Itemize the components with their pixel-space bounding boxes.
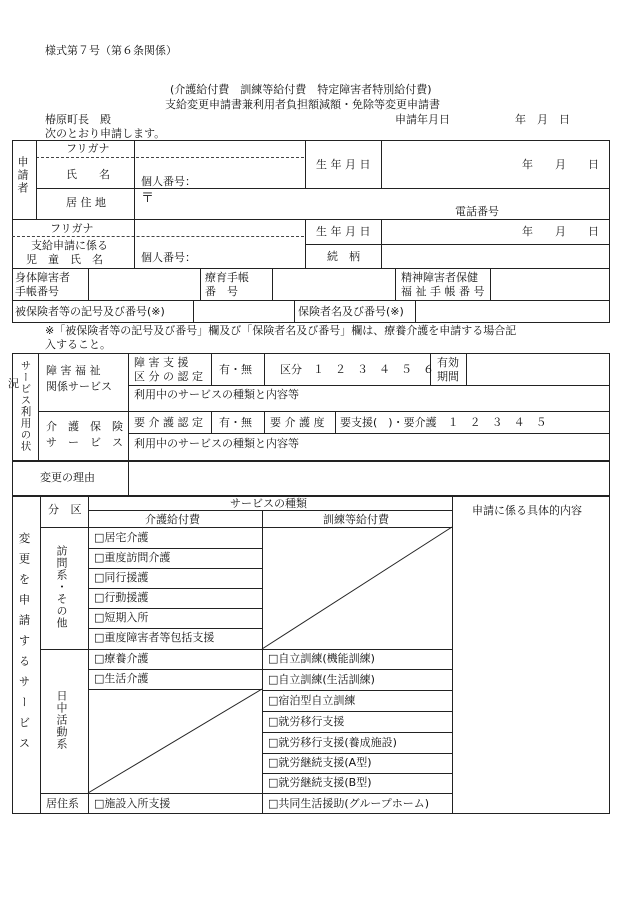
day-training-service-item[interactable]: □自立訓練(機能訓練) (268, 652, 375, 665)
service-status-label: サービス利用の状 (19, 360, 32, 452)
validity-label-1: 有効 (437, 356, 459, 369)
visit-service-item[interactable]: □行動援護 (94, 591, 149, 604)
visit-training-diagonal (262, 527, 452, 649)
certification-yes-no: 有・無 (219, 363, 252, 376)
division-label: 分 区 (48, 503, 86, 516)
child-birth-units: 年 月 日 (522, 225, 599, 238)
change-reason-label: 変更の理由 (40, 471, 95, 484)
applicant-section-label: 申請者 (16, 156, 29, 195)
specific-content-label: 申請に係る具体的内容 (472, 504, 582, 517)
current-care-services-label: 利用中のサービスの種類と内容等 (134, 437, 299, 450)
welfare-service-label-1: 障 害 福 祉 (46, 364, 101, 377)
application-date-units: 年 月 日 (515, 113, 570, 126)
visit-service-item[interactable]: □居宅介護 (94, 531, 149, 544)
care-level-label: 要 介 護 度 (270, 416, 325, 429)
day-care-service-item[interactable]: □生活介護 (94, 672, 149, 685)
training-benefit-label: 訓練等給付費 (323, 513, 389, 526)
day-training-service-item[interactable]: □就労移行支援(養成施設) (268, 736, 397, 749)
care-benefit-label: 介護給付費 (145, 513, 200, 526)
addressee: 椿原町長 殿 (45, 113, 111, 126)
child-name-label-1: 支給申請に係る (31, 239, 108, 252)
applicant-birth-label: 生 年 月 日 (316, 158, 371, 171)
day-training-service-item[interactable]: □就労継続支援(A型) (268, 756, 372, 769)
visit-service-item[interactable]: □重度訪問介護 (94, 551, 171, 564)
change-services-section-label: 変更を申請するサービス (17, 532, 32, 758)
day-training-service-item[interactable]: □自立訓練(生活訓練) (268, 673, 375, 686)
applicant-birth-units: 年 月 日 (522, 158, 599, 171)
visit-service-item[interactable]: □短期入所 (94, 611, 149, 624)
care-level: 要支援( )・要介護 １ ２ ３ ４ ５ (340, 416, 547, 429)
postal-mark: 〒 (141, 191, 155, 206)
care-cert-yes-no: 有・無 (219, 416, 252, 429)
welfare-service-label-2: 関係サービス (46, 380, 112, 393)
certification-label-1: 障 害 支 援 (134, 356, 189, 369)
visit-group-label: 訪問系・その他 (55, 545, 68, 629)
care-insurance-label-2: サ ー ビ ス (46, 436, 123, 449)
applicant-name-label: 氏 名 (66, 168, 110, 181)
change-reason-block (12, 461, 610, 496)
child-furigana-label: フリガナ (50, 222, 94, 235)
day-care-diagonal (88, 689, 262, 793)
rehab-cert-label-1: 療育手帳 (205, 271, 249, 284)
child-personal-number-label: 個人番号： (141, 251, 196, 264)
applicant-personal-number-label: 個人番号： (141, 175, 196, 188)
applicant-furigana-label: フリガナ (66, 142, 110, 155)
day-training-service-item[interactable]: □就労継続支援(B型) (268, 776, 372, 789)
service-type-label: サービスの種類 (230, 497, 307, 510)
insurance-note-line1: ※「被保険者等の記号及び番号」欄及び「保険者名及び番号」欄は、療養介護を申請する場合記 (45, 324, 517, 337)
certification-label-2: 区 分 の 認 定 (134, 370, 203, 383)
insurance-note-line2: 入すること。 (45, 338, 111, 351)
visit-service-item[interactable]: □重度障害者等包括支援 (94, 631, 215, 644)
service-status-label-end: 況 (8, 377, 19, 390)
residence-care-service-item[interactable]: □施設入所支援 (94, 797, 171, 810)
application-date-label: 申請年月日 (395, 113, 450, 126)
form-number: 様式第７号（第６条関係） (45, 44, 177, 57)
insurer-label: 保険者名及び番号(※) (298, 305, 404, 318)
day-training-service-item[interactable]: □就労移行支援 (268, 715, 345, 728)
form-title-line2: 支給変更申請書兼利用者負担額減額・免除等変更申請書 (165, 98, 440, 111)
child-name-label-2: 児 童 氏 名 (26, 253, 103, 266)
visit-service-item[interactable]: □同行援護 (94, 571, 149, 584)
residence-training-service-item[interactable]: □共同生活援助(グループホーム) (268, 797, 430, 810)
child-relation-label: 続 柄 (327, 250, 360, 263)
day-care-service-item[interactable]: □療養介護 (94, 652, 149, 665)
phone-label: 電話番号 (455, 205, 499, 218)
rehab-cert-label-2: 番 号 (205, 285, 238, 298)
current-welfare-services-label: 利用中のサービスの種類と内容等 (134, 388, 299, 401)
physical-cert-label-1: 身体障害者 (15, 271, 70, 284)
form-title-line1: (介護給付費 訓練等給付費 特定障害者特別給付費) (170, 83, 432, 96)
care-insurance-label-1: 介 護 保 険 (46, 420, 123, 433)
physical-cert-label-2: 手帳番号 (15, 285, 59, 298)
applicant-address-label: 居 住 地 (66, 196, 106, 209)
mental-cert-label-1: 精神障害者保健 (401, 271, 478, 284)
child-birth-label: 生 年 月 日 (316, 225, 371, 238)
care-cert-label: 要 介 護 認 定 (134, 416, 203, 429)
residence-group-label: 居住系 (46, 797, 79, 810)
support-class: 区分 １ ２ ３ ４ ５ ６ (280, 363, 434, 376)
mental-cert-label-2: 福 祉 手 帳 番 号 (401, 285, 485, 298)
day-group-label: 日中活動系 (55, 690, 68, 750)
insured-number-label: 被保険者等の記号及び番号(※) (15, 305, 165, 318)
validity-label-2: 期間 (437, 370, 459, 383)
day-training-service-item[interactable]: □宿泊型自立訓練 (268, 694, 356, 707)
intro-text: 次のとおり申請します。 (45, 127, 166, 140)
